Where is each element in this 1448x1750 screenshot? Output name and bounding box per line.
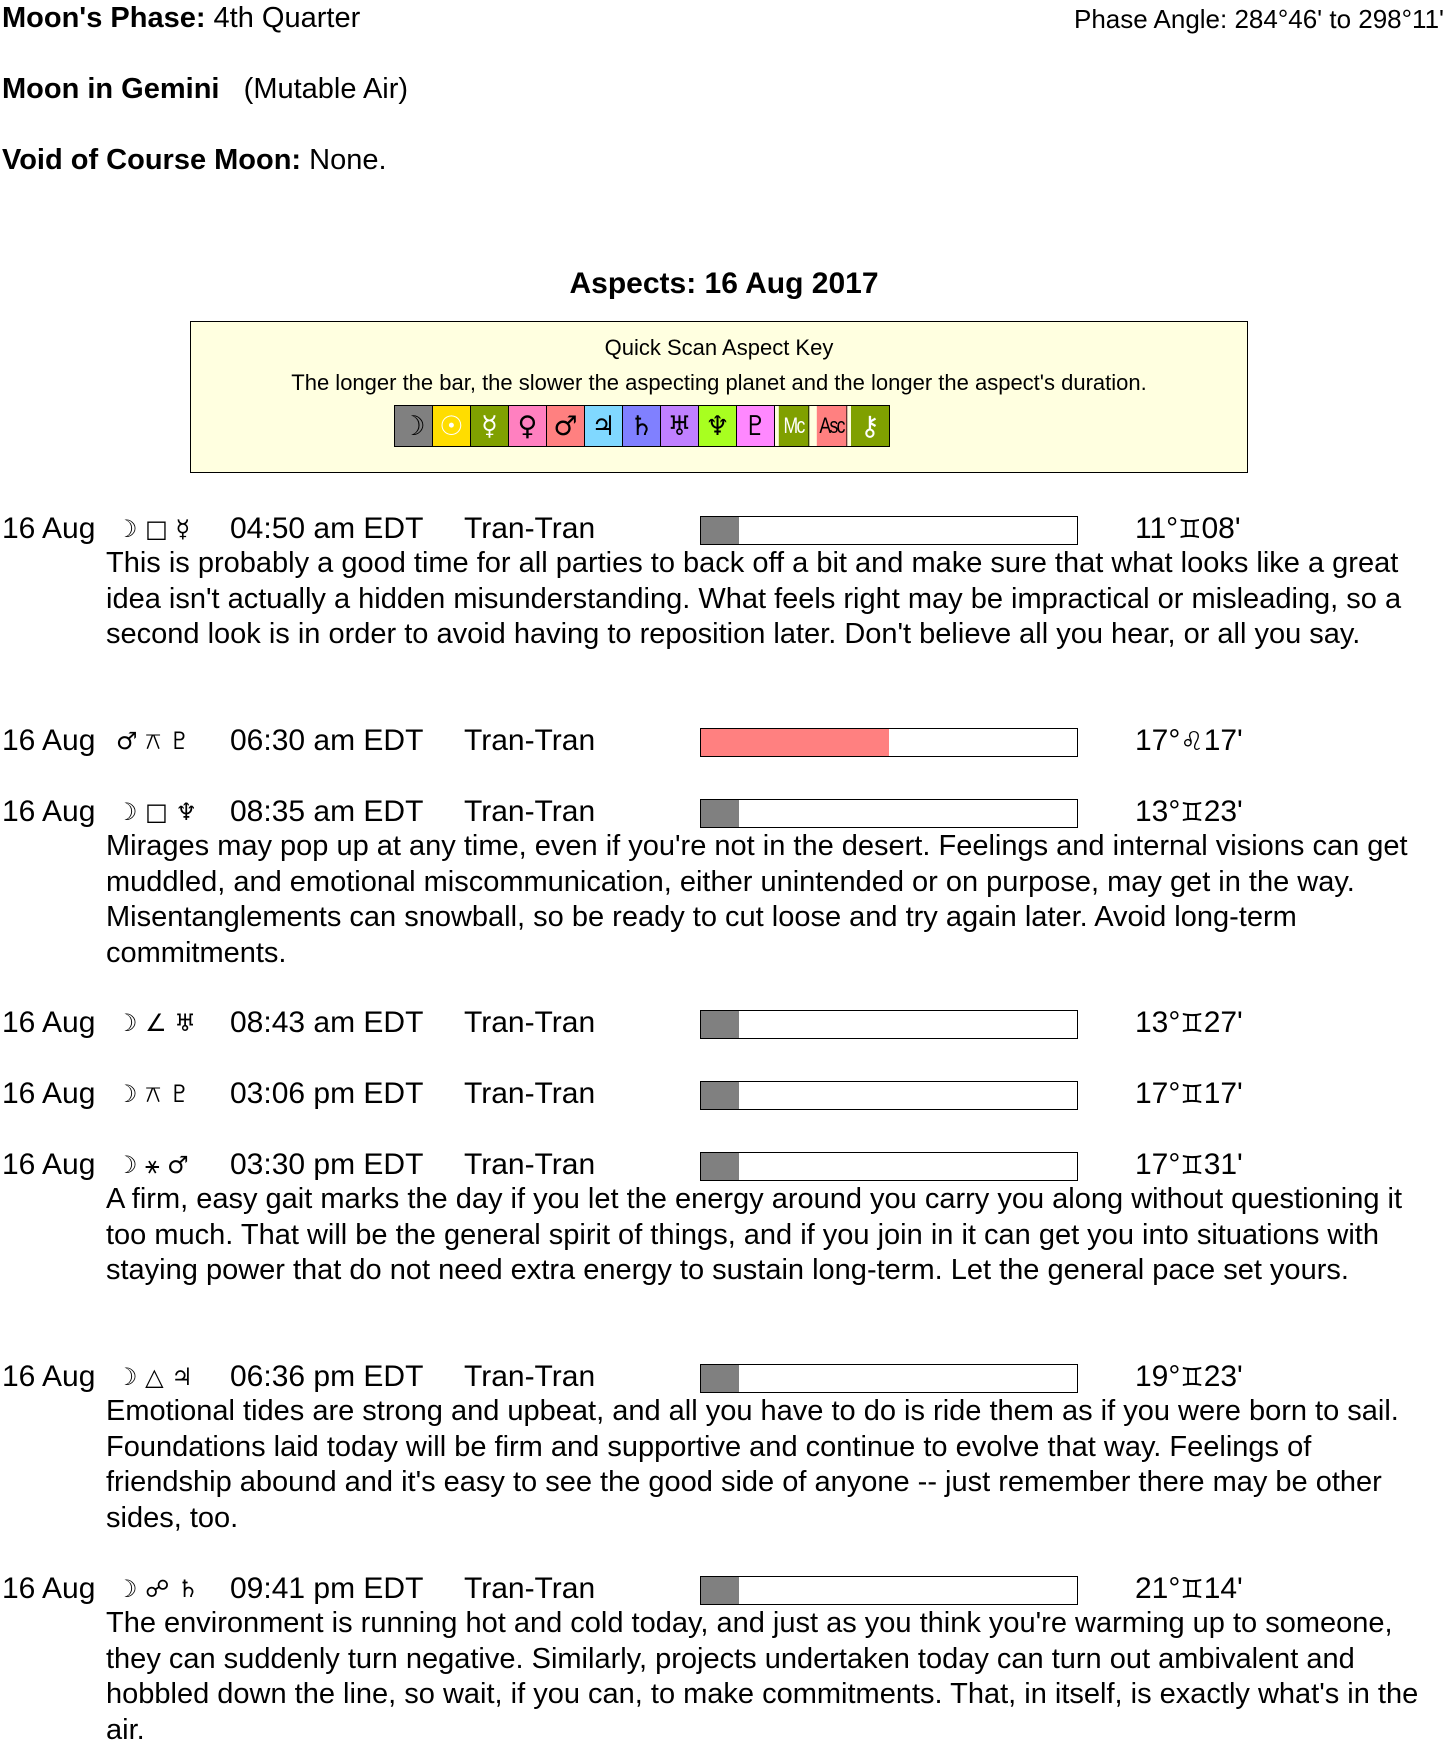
aspect-date: 16 Aug bbox=[2, 1077, 96, 1110]
void-of-course-value: None. bbox=[309, 144, 387, 176]
duration-bar bbox=[700, 1081, 1078, 1110]
midheaven-icon: Mc bbox=[779, 406, 809, 446]
aspect-time: 03:06 pm EDT bbox=[230, 1077, 424, 1110]
venus-icon: ♀ bbox=[509, 406, 547, 446]
position-minutes: 23' bbox=[1203, 1360, 1243, 1393]
position-degree: 13° bbox=[1135, 795, 1181, 828]
aspect-glyphs-icon: ☽ △ ♃ bbox=[116, 1363, 193, 1391]
mercury-icon: ☿ bbox=[471, 406, 509, 446]
void-of-course-line bbox=[2, 144, 387, 177]
aspect-key-description: The longer the bar, the slower the aspecting planet and the longer the aspect's duration. bbox=[291, 370, 1147, 395]
position-degree: 17° bbox=[1135, 724, 1181, 757]
aspect-date: 16 Aug bbox=[2, 1572, 96, 1605]
aspect-time: 06:30 am EDT bbox=[230, 724, 424, 757]
position-degree: 21° bbox=[1135, 1572, 1181, 1605]
position-degree: 11° bbox=[1135, 512, 1179, 545]
moon-icon: ☽ bbox=[395, 406, 433, 446]
aspect-glyphs-icon: ☽ ∠ ♅ bbox=[116, 1009, 196, 1037]
position-degree: 17° bbox=[1135, 1148, 1181, 1181]
ascendant-icon: Asc bbox=[817, 406, 847, 446]
duration-bar-fill bbox=[701, 1365, 739, 1392]
duration-bar bbox=[700, 1364, 1078, 1393]
aspect-kind: Tran-Tran bbox=[464, 724, 596, 757]
moon-phase-line bbox=[2, 2, 360, 35]
duration-bar bbox=[700, 1152, 1078, 1181]
chiron-icon: ⚷ bbox=[851, 406, 889, 446]
zodiac-sign-icon: ♊ bbox=[1180, 1151, 1204, 1181]
sun-icon: ☉ bbox=[433, 406, 471, 446]
aspect-description: A firm, easy gait marks the day if you let the energy around you carry you along without questioning it too much. That will be the general spirit of things, and if you join in it can get you into situations with staying power that do not need extra energy to sustain long-term. Let the general pace set yours. bbox=[106, 1183, 1403, 1286]
aspect-glyphs-icon: ☽ ⚻ ♇ bbox=[116, 1080, 191, 1108]
phase-angle-value: 284°46' to 298°11' bbox=[1234, 4, 1444, 34]
zodiac-sign-icon: ♊ bbox=[1180, 1575, 1204, 1605]
duration-bar bbox=[700, 799, 1078, 828]
zodiac-sign-icon: ♊ bbox=[1180, 1009, 1204, 1039]
aspect-kind: Tran-Tran bbox=[464, 1006, 596, 1039]
position-minutes: 27' bbox=[1203, 1006, 1243, 1039]
mars-icon: ♂ bbox=[547, 406, 585, 446]
duration-bar-fill bbox=[701, 1011, 739, 1038]
aspect-date: 16 Aug bbox=[2, 795, 96, 828]
aspect-glyphs-icon: ☽ ☍ ♄ bbox=[116, 1575, 199, 1603]
aspect-kind: Tran-Tran bbox=[464, 512, 596, 545]
moon-sign-quality: (Mutable Air) bbox=[243, 73, 409, 105]
pluto-icon: ♇ bbox=[737, 406, 775, 446]
duration-bar bbox=[700, 1010, 1078, 1039]
position-degree: 13° bbox=[1135, 1006, 1181, 1039]
aspect-position bbox=[1135, 512, 1241, 546]
aspect-glyphs-icon: ☽ □ ☿ bbox=[116, 515, 191, 543]
planet-color-strip bbox=[394, 405, 890, 447]
aspect-position bbox=[1135, 1077, 1243, 1111]
aspect-kind: Tran-Tran bbox=[464, 795, 596, 828]
aspect-time: 03:30 pm EDT bbox=[230, 1148, 424, 1181]
position-minutes: 08' bbox=[1201, 512, 1241, 545]
duration-bar bbox=[700, 516, 1078, 545]
zodiac-sign-icon: ♊ bbox=[1180, 1363, 1204, 1393]
aspect-date: 16 Aug bbox=[2, 1360, 96, 1393]
aspect-key-box bbox=[190, 321, 1248, 473]
aspect-date: 16 Aug bbox=[2, 512, 96, 545]
phase-angle-label: Phase Angle: bbox=[1074, 4, 1228, 34]
saturn-icon: ♄ bbox=[623, 406, 661, 446]
aspect-date: 16 Aug bbox=[2, 1148, 96, 1181]
aspect-description: Mirages may pop up at any time, even if you're not in the desert. Feelings and internal visions can get muddled, and emotional miscommunication, either unintended or on purpose, may get in the way. Misentanglements can snowball, so be ready to cut loose and try again later. Avoid long-term commitments. bbox=[106, 830, 1408, 969]
aspect-date: 16 Aug bbox=[2, 1006, 96, 1039]
aspects-title: Aspects: 16 Aug 2017 bbox=[569, 267, 879, 300]
aspect-time: 08:43 am EDT bbox=[230, 1006, 424, 1039]
zodiac-sign-icon: ♊ bbox=[1178, 515, 1202, 545]
phase-angle bbox=[1074, 4, 1444, 35]
zodiac-sign-icon: ♌ bbox=[1180, 727, 1204, 757]
aspect-key-title: Quick Scan Aspect Key bbox=[604, 335, 834, 360]
position-minutes: 23' bbox=[1203, 795, 1243, 828]
aspect-kind: Tran-Tran bbox=[464, 1360, 596, 1393]
aspect-time: 06:36 pm EDT bbox=[230, 1360, 424, 1393]
duration-bar-fill bbox=[701, 1082, 739, 1109]
aspect-position bbox=[1135, 1148, 1243, 1182]
aspect-glyphs-icon: ☽ □ ♆ bbox=[116, 798, 197, 826]
aspect-position bbox=[1135, 1006, 1243, 1040]
zodiac-sign-icon: ♊ bbox=[1180, 798, 1204, 828]
position-minutes: 17' bbox=[1203, 724, 1243, 757]
duration-bar-fill bbox=[701, 729, 889, 756]
duration-bar-fill bbox=[701, 1153, 739, 1180]
void-of-course-label: Void of Course Moon: bbox=[2, 144, 302, 176]
jupiter-icon: ♃ bbox=[585, 406, 623, 446]
aspect-kind: Tran-Tran bbox=[464, 1572, 596, 1605]
aspect-time: 04:50 am EDT bbox=[230, 512, 424, 545]
aspect-kind: Tran-Tran bbox=[464, 1077, 596, 1110]
position-minutes: 17' bbox=[1203, 1077, 1243, 1110]
aspect-time: 08:35 am EDT bbox=[230, 795, 424, 828]
position-minutes: 14' bbox=[1203, 1572, 1243, 1605]
aspect-position bbox=[1135, 795, 1243, 829]
duration-bar-fill bbox=[701, 1577, 739, 1604]
aspect-position bbox=[1135, 1572, 1243, 1606]
moon-sign-line bbox=[2, 73, 408, 106]
position-degree: 19° bbox=[1135, 1360, 1181, 1393]
aspect-description: The environment is running hot and cold today, and just as you think you're warming up to someone, they can suddenly turn negative. Similarly, projects undertaken today can turn out ambivalent and hobbled down the line, so wait, if you can, to make commitments. That, in itself, is exactly what's in the air. bbox=[106, 1607, 1419, 1746]
aspect-time: 09:41 pm EDT bbox=[230, 1572, 424, 1605]
duration-bar bbox=[700, 1576, 1078, 1605]
aspect-kind: Tran-Tran bbox=[464, 1148, 596, 1181]
zodiac-sign-icon: ♊ bbox=[1180, 1080, 1204, 1110]
aspect-position bbox=[1135, 724, 1243, 758]
aspect-date: 16 Aug bbox=[2, 724, 96, 757]
aspect-glyphs-icon: ☽ ⚹ ♂ bbox=[116, 1151, 189, 1179]
position-minutes: 31' bbox=[1203, 1148, 1243, 1181]
uranus-icon: ♅ bbox=[661, 406, 699, 446]
neptune-icon: ♆ bbox=[699, 406, 737, 446]
moon-sign-label: Moon in Gemini bbox=[2, 73, 220, 105]
position-degree: 17° bbox=[1135, 1077, 1181, 1110]
aspect-description: Emotional tides are strong and upbeat, and all you have to do is ride them as if you were born to sail. Foundations laid today will be firm and supportive and continue to evolve that way. Feelings of friendship abound and it's easy to see the good side of anyone -- just remember there may be other sides, too. bbox=[106, 1395, 1399, 1534]
moon-phase-label: Moon's Phase: bbox=[2, 2, 206, 34]
aspect-position bbox=[1135, 1360, 1243, 1394]
aspect-description: This is probably a good time for all parties to back off a bit and make sure that what looks like a great idea isn't actually a hidden misunderstanding. What feels right may be impractical or misleading, so a second look is in order to avoid having to reposition later. Don't believe all you hear, or all you say. bbox=[106, 547, 1402, 650]
moon-phase-value: 4th Quarter bbox=[213, 2, 361, 34]
duration-bar bbox=[700, 728, 1078, 757]
duration-bar-fill bbox=[701, 800, 739, 827]
duration-bar-fill bbox=[701, 517, 739, 544]
aspect-glyphs-icon: ♂ ⚻ ♇ bbox=[116, 727, 191, 755]
